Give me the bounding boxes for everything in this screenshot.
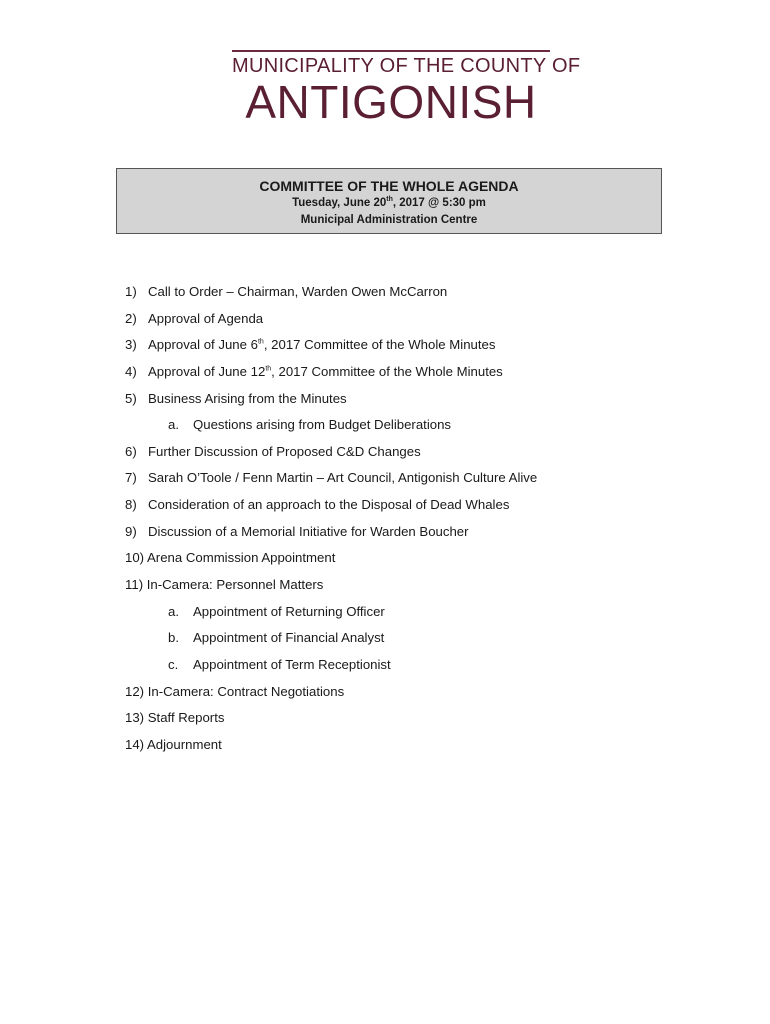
agenda-item-number: 12) xyxy=(125,683,145,699)
meeting-date-suffix: , 2017 @ 5:30 pm xyxy=(392,197,486,209)
agenda-item xyxy=(125,283,685,310)
meeting-date xyxy=(117,195,661,212)
agenda-item xyxy=(125,390,685,417)
agenda-item-text: Approval of June 6 xyxy=(148,337,258,353)
agenda-item xyxy=(125,443,685,470)
agenda-item-number: 7) xyxy=(125,470,137,486)
agenda-item xyxy=(125,469,685,496)
agenda-item-text: Approval of Agenda xyxy=(148,310,264,326)
agenda-item-text: Approval of June 12 xyxy=(148,363,266,379)
agenda-item-text: Further Discussion of Proposed C&D Changes xyxy=(148,443,421,459)
agenda-item-number: 14) xyxy=(125,736,145,752)
logo-line-antigonish: ANTIGONISH xyxy=(245,76,537,128)
agenda-title-box xyxy=(116,168,662,234)
agenda-sub-item xyxy=(125,629,685,656)
agenda-item xyxy=(125,496,685,523)
agenda-item-number: 2) xyxy=(125,310,137,326)
agenda-item-text: Questions arising from Budget Deliberations xyxy=(193,417,452,433)
agenda-item-text-after: , 2017 Committee of the Whole Minutes xyxy=(263,337,496,353)
agenda-item-number: 9) xyxy=(125,523,137,539)
meeting-date-sup: th xyxy=(386,196,393,204)
agenda-item xyxy=(125,576,685,603)
agenda-item-text: Arena Commission Appointment xyxy=(147,550,336,566)
meeting-location: Municipal Administration Centre xyxy=(300,214,478,226)
agenda-item-text: Sarah O’Toole / Fenn Martin – Art Council, Antigonish Culture Alive xyxy=(148,470,538,486)
agenda-item-number: b. xyxy=(168,630,179,646)
agenda-item-number: a. xyxy=(168,417,179,433)
agenda-item xyxy=(125,310,685,337)
logo-top-rule xyxy=(232,50,550,52)
agenda-item-text: Consideration of an approach to the Disposal of Dead Whales xyxy=(148,497,510,513)
agenda-sub-item xyxy=(125,656,685,683)
agenda-item-text: Call to Order – Chairman, Warden Owen McCarron xyxy=(148,284,448,299)
agenda-item xyxy=(125,736,685,763)
agenda-item-number: 6) xyxy=(125,443,137,459)
logo-line-municipality: MUNICIPALITY OF THE COUNTY OF xyxy=(232,55,581,77)
agenda-item-number: 13) xyxy=(125,710,145,726)
agenda-item-text: Appointment of Returning Officer xyxy=(193,603,385,619)
agenda-item-text-after: , 2017 Committee of the Whole Minutes xyxy=(271,363,503,379)
agenda-item-text: Discussion of a Memorial Initiative for Warden Boucher xyxy=(148,523,469,539)
agenda-item-number: a. xyxy=(168,603,179,619)
agenda-item-number: 4) xyxy=(125,363,137,379)
agenda-item-sup: th xyxy=(265,365,272,373)
agenda-item-sup: th xyxy=(257,338,264,346)
agenda-item xyxy=(125,336,685,363)
agenda-item-text: Business Arising from the Minutes xyxy=(148,390,347,406)
agenda-item-text: In-Camera: Personnel Matters xyxy=(146,577,324,593)
agenda-sub-item xyxy=(125,416,685,443)
agenda-item xyxy=(125,523,685,550)
agenda-item-number: 5) xyxy=(125,390,137,406)
agenda-title: COMMITTEE OF THE WHOLE AGENDA xyxy=(259,178,519,194)
agenda-item-number: 11) xyxy=(125,577,144,593)
agenda-item xyxy=(125,683,685,710)
agenda-item-text: Appointment of Term Receptionist xyxy=(193,656,391,672)
agenda-item-number: c. xyxy=(168,656,179,672)
agenda-item-number: 8) xyxy=(125,497,137,513)
agenda-item-text: In-Camera: Contract Negotiations xyxy=(147,683,345,699)
municipality-logo xyxy=(232,50,581,128)
agenda-item-text: Adjournment xyxy=(147,736,222,752)
agenda-item xyxy=(125,549,685,576)
agenda-item-text: Staff Reports xyxy=(147,710,225,726)
agenda-item-number: 1) xyxy=(125,284,137,299)
agenda-sub-item xyxy=(125,603,685,630)
meeting-date-prefix: Tuesday, June 20 xyxy=(292,197,387,209)
agenda-item-text: Appointment of Financial Analyst xyxy=(193,630,385,646)
agenda-item xyxy=(125,363,685,390)
agenda-list xyxy=(125,283,685,763)
agenda-item-number: 3) xyxy=(125,337,137,353)
agenda-item-number: 10) xyxy=(125,550,145,566)
agenda-item xyxy=(125,709,685,736)
